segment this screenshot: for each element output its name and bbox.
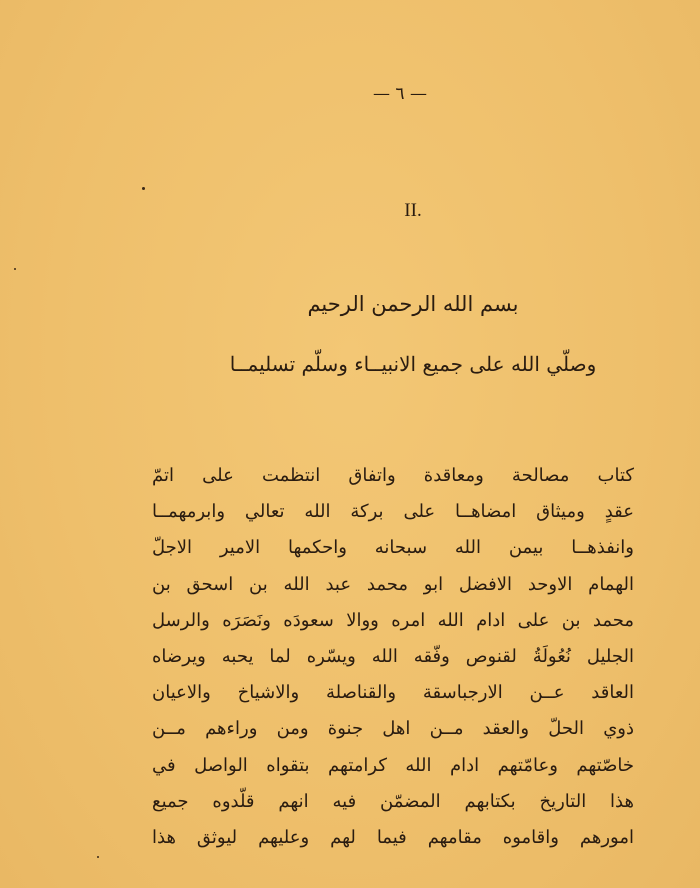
body-line: كتاب مصالحة ومعاقدة واتفاق انتظمت على اتمّ	[152, 465, 634, 486]
ink-speck	[14, 268, 16, 270]
basmala-heading: بسم الله الرحمن الرحيم	[307, 292, 519, 316]
body-line: ذوي الحلّ والعقد مــن اهل جنوة ومن وراءهم مــن	[152, 718, 634, 740]
section-numeral: II.	[404, 200, 422, 221]
ink-speck	[97, 856, 99, 858]
body-line: خاصّتهم وعامّتهم ادام الله كرامتهم بتقواه الواصل في	[152, 754, 634, 776]
body-line: الهمام الاوحد الافضل ابو محمد عبد الله بن اسحق بن	[152, 573, 634, 595]
body-line: وانفذهــا بيمن الله سبحانه واحكمها الامير الاجلّ	[152, 537, 634, 559]
body-line: امورهم واقاموه مقامهم فيما لهم وعليهم ليوثق هذا	[152, 826, 634, 848]
body-line: الجليل نُعُولَةُ لقنوص وفّقه الله ويسّره لما يحبه ويرضاه	[152, 645, 634, 667]
document-body	[152, 458, 634, 856]
body-line: عقدٍ وميثاق امضاهــا على بركة الله تعالي وابرمهمــا	[152, 501, 634, 523]
body-line: العاقد عــن الارجباسقة والقناصلة والاشياخ والاعيان	[152, 682, 634, 704]
ink-speck	[142, 187, 145, 190]
page-number: — ٦ —	[373, 84, 427, 104]
body-line: محمد بن على ادام الله امره ووالا سعودَه ونَصَرَه والرسل	[152, 609, 634, 631]
salutation-line: وصلّي الله على جميع الانبيــاء وسلّم تسليمــا	[229, 352, 597, 376]
body-line: هذا التاريخ بكتابهم المضمّن فيه انهم قلّدوه جميع	[152, 790, 634, 812]
